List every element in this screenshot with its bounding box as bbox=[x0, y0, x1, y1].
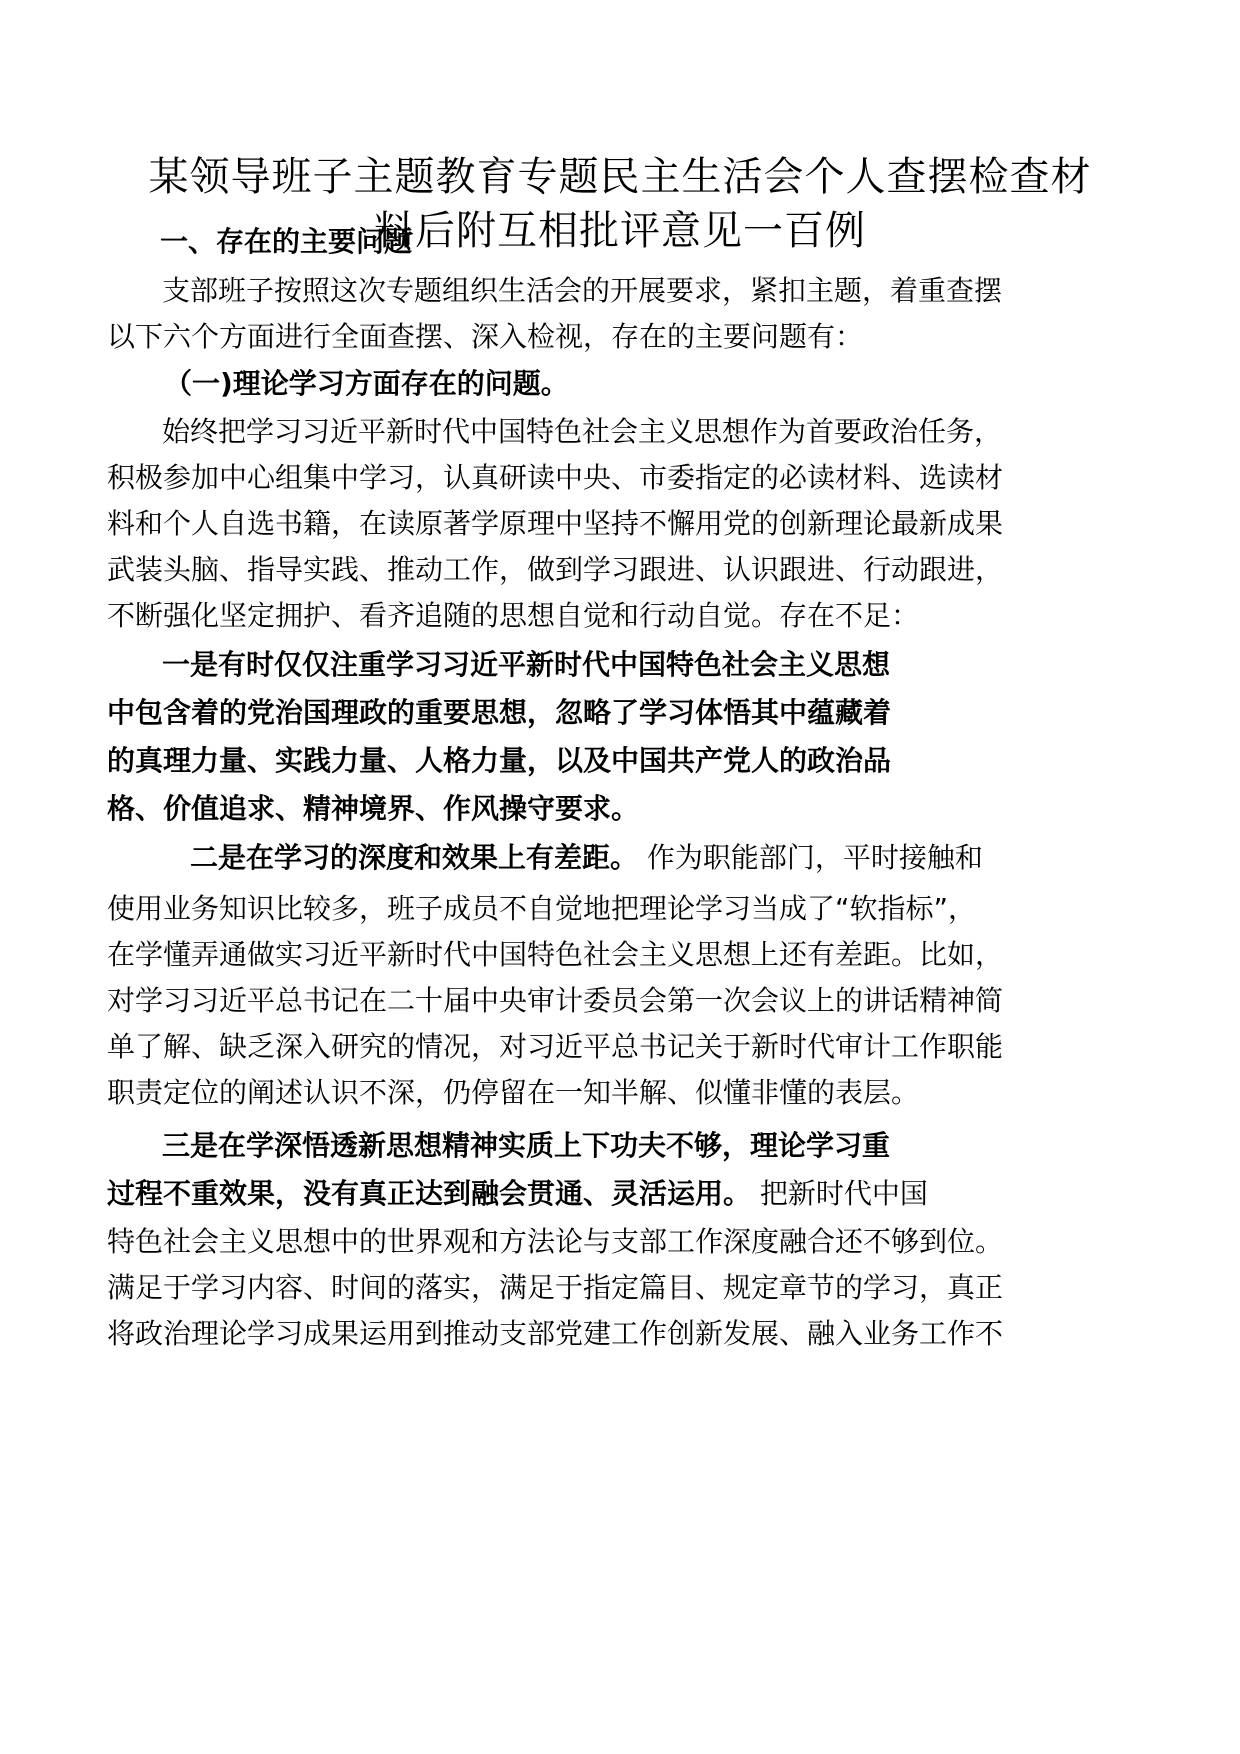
bold-line bbox=[107, 791, 639, 827]
line-text: 单了解、缺乏深入研究的情况，对习近平总书记关于新时代审计工作职能 bbox=[107, 1030, 1004, 1063]
subsection-heading-theory-study bbox=[164, 366, 569, 402]
line-text: 始终把学习习近平新时代中国特色社会主义思想作为首要政治任务， bbox=[162, 415, 1003, 448]
line-bold-text: 过程不重效果，没有真正达到融会贯通、灵活运用。 bbox=[107, 1177, 752, 1210]
bold-line bbox=[162, 1128, 890, 1164]
line-text: 满足于学习内容、时间的落实，满足于指定篇目、规定章节的学习，真正 bbox=[107, 1271, 1004, 1304]
line-text: 一、存在的主要问题 bbox=[160, 225, 413, 258]
line-text: 三是在学深悟透新思想精神实质上下功夫不够，理论学习重 bbox=[162, 1129, 891, 1162]
line-text: 在学懂弄通做实习近平新时代中国特色社会主义思想上还有差距。比如， bbox=[107, 938, 1004, 971]
line-text: 的真理力量、实践力量、人格力量，以及中国共产党人的政治品 bbox=[107, 744, 892, 777]
bold-line bbox=[107, 695, 891, 731]
paragraph-line bbox=[107, 598, 919, 634]
paragraph-line bbox=[107, 891, 976, 927]
line-rest-text: 作为职能部门，平时接触和 bbox=[638, 841, 983, 874]
line-rest-text: 把新时代中国 bbox=[751, 1177, 928, 1210]
line-text: 将政治理论学习成果运用到推动支部党建工作创新发展、融入业务工作不 bbox=[107, 1317, 1004, 1350]
line-text: 料和个人自选书籍，在读原著学原理中坚持不懈用党的创新理论最新成果 bbox=[107, 507, 1004, 540]
line-text: 积极参加中心组集中学习，认真研读中央、市委指定的必读材料、选读材 bbox=[107, 461, 1004, 494]
paragraph-line bbox=[162, 414, 1002, 450]
line-text: 武装头脑、指导实践、推动工作，做到学习跟进、认识跟进、行动跟进， bbox=[107, 553, 1004, 586]
paragraph-line bbox=[107, 1224, 1003, 1260]
title-line-2: 料后附互相批评意见一百例 bbox=[374, 208, 866, 254]
paragraph-line bbox=[162, 273, 1002, 309]
line-text: （一)理论学习方面存在的问题。 bbox=[164, 367, 569, 400]
line-text: 使用业务知识比较多，班子成员不自觉地把理论学习当成了“软指标”， bbox=[107, 892, 977, 925]
line-text: 一是有时仅仅注重学习习近平新时代中国特色社会主义思想 bbox=[162, 648, 891, 681]
line-bold-text: 二是在学习的深度和效果上有差距。 bbox=[190, 841, 639, 874]
paragraph-line bbox=[107, 937, 1003, 973]
paragraph-line bbox=[107, 1316, 1003, 1352]
line-text: 对学习习近平总书记在二十届中央审计委员会第一次会议上的讲话精神简 bbox=[107, 984, 1004, 1017]
paragraph-line bbox=[107, 552, 1003, 588]
paragraph-line bbox=[107, 983, 1003, 1019]
section-heading-problems bbox=[160, 224, 412, 260]
paragraph-line bbox=[107, 1075, 919, 1111]
mixed-line bbox=[190, 840, 983, 876]
bold-line bbox=[107, 743, 891, 779]
line-text: 不断强化坚定拥护、看齐追随的思想自觉和行动自觉。存在不足： bbox=[107, 599, 920, 632]
paragraph-line bbox=[107, 460, 1003, 496]
paragraph-line bbox=[107, 506, 1003, 542]
paragraph-line bbox=[107, 1270, 1003, 1306]
line-text: 支部班子按照这次专题组织生活会的开展要求，紧扣主题，着重查摆 bbox=[162, 274, 1003, 307]
mixed-line bbox=[107, 1176, 928, 1212]
bold-line bbox=[162, 647, 890, 683]
title-line-1: 某领导班子主题教育专题民主生活会个人查摆检查材 bbox=[148, 154, 1092, 200]
line-text: 中包含着的党治国理政的重要思想，忽略了学习体悟其中蕴藏着 bbox=[107, 696, 892, 729]
line-text: 特色社会主义思想中的世界观和方法论与支部工作深度融合还不够到位。 bbox=[107, 1225, 1004, 1258]
paragraph-line bbox=[107, 319, 863, 355]
line-text: 格、价值追求、精神境界、作风操守要求。 bbox=[107, 792, 640, 825]
line-text: 职责定位的阐述认识不深，仍停留在一知半解、似懂非懂的表层。 bbox=[107, 1076, 920, 1109]
paragraph-line bbox=[107, 1029, 1003, 1065]
line-text: 以下六个方面进行全面查摆、深入检视，存在的主要问题有： bbox=[107, 320, 864, 353]
